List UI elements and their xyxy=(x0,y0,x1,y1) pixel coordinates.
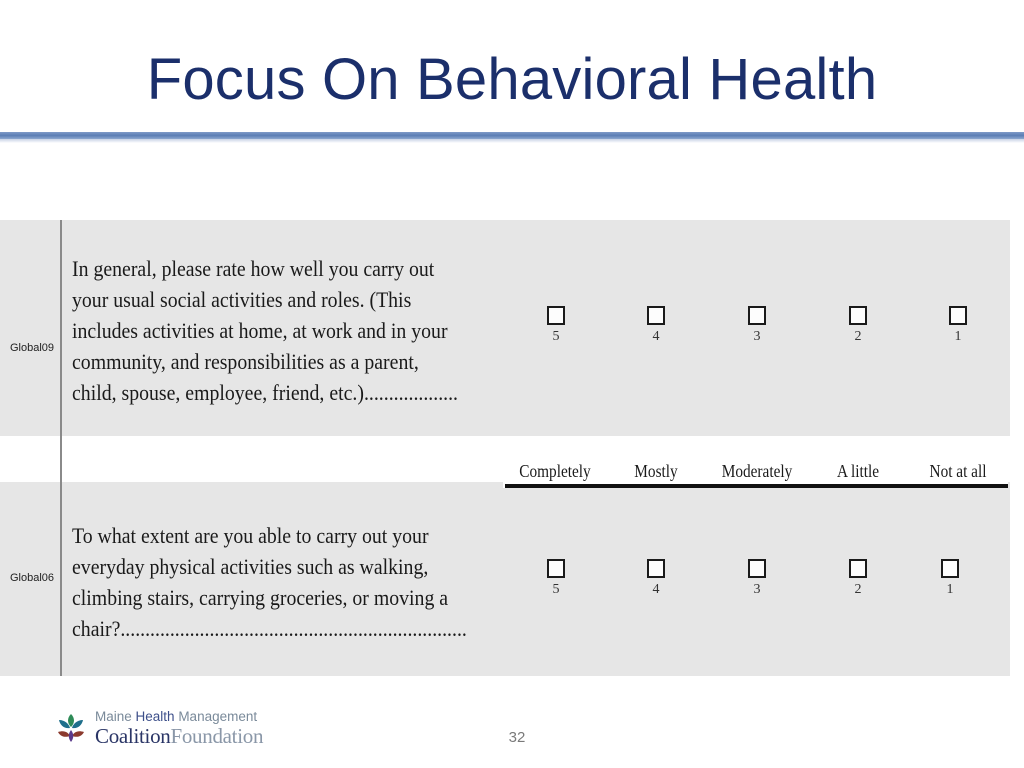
logo-word-management: Management xyxy=(174,709,258,724)
option-value: 4 xyxy=(652,582,660,597)
option-value: 2 xyxy=(854,582,862,597)
question-code: Global09 xyxy=(10,342,55,354)
question-line: your usual social activities and roles. (This xyxy=(72,287,412,312)
checkbox[interactable] xyxy=(949,306,967,325)
answer-option[interactable] xyxy=(636,306,676,345)
scale-label-moderately: Moderately xyxy=(721,461,793,481)
option-value: 4 xyxy=(652,329,660,344)
question-line: In general, please rate how well you carry out xyxy=(72,256,435,281)
answer-option[interactable] xyxy=(636,559,676,598)
answer-option[interactable] xyxy=(737,559,777,598)
option-value: 1 xyxy=(954,329,962,344)
logo-text-bottom xyxy=(95,724,263,749)
answer-option[interactable] xyxy=(536,306,576,345)
answer-option[interactable] xyxy=(536,559,576,598)
answer-option[interactable] xyxy=(838,306,878,345)
answer-option[interactable] xyxy=(838,559,878,598)
checkbox[interactable] xyxy=(748,306,766,325)
option-value: 3 xyxy=(753,329,761,344)
option-value: 1 xyxy=(946,582,954,597)
question-line: chair?...................................................................... xyxy=(72,616,467,641)
question-code: Global06 xyxy=(10,572,55,584)
question-text xyxy=(72,520,503,644)
logo-word-coalition: Coalition xyxy=(95,724,171,748)
question-line: community, and responsibilities as a parent, xyxy=(72,349,419,374)
answer-option[interactable] xyxy=(938,306,978,345)
checkbox[interactable] xyxy=(547,559,565,578)
answer-option[interactable] xyxy=(737,306,777,345)
checkbox[interactable] xyxy=(748,559,766,578)
question-line: everyday physical activities such as walking, xyxy=(72,554,429,579)
checkbox[interactable] xyxy=(941,559,959,578)
question-line: includes activities at home, at work and in your xyxy=(72,318,448,343)
scale-label-not-at-all: Not at all xyxy=(929,461,987,481)
scale-label-mostly: Mostly xyxy=(634,461,678,481)
option-value: 2 xyxy=(854,329,862,344)
checkbox[interactable] xyxy=(647,559,665,578)
answer-option[interactable] xyxy=(930,559,970,598)
scale-label-a-little: A little xyxy=(836,461,880,481)
page-number: 32 xyxy=(508,729,526,746)
scale-underline xyxy=(505,484,1008,488)
logo-text-top xyxy=(95,709,257,724)
logo-word-foundation: Foundation xyxy=(170,724,264,748)
checkbox[interactable] xyxy=(849,559,867,578)
question-line: climbing stairs, carrying groceries, or moving a xyxy=(72,585,449,610)
scale-label-completely: Completely xyxy=(519,461,591,481)
question-line: child, spouse, employee, friend, etc.)................... xyxy=(72,380,459,405)
logo-word-maine: Maine xyxy=(95,709,136,724)
checkbox[interactable] xyxy=(849,306,867,325)
logo-word-health: Health xyxy=(135,709,175,724)
title-divider-shadow xyxy=(0,139,1024,143)
option-value: 5 xyxy=(552,329,560,344)
title-divider xyxy=(0,132,1024,139)
code-column-divider xyxy=(60,220,62,676)
question-line: To what extent are you able to carry out your xyxy=(72,523,429,548)
question-text xyxy=(72,253,503,408)
logo-flower-icon xyxy=(55,710,87,744)
option-value: 3 xyxy=(753,582,761,597)
checkbox[interactable] xyxy=(547,306,565,325)
questionnaire-image xyxy=(0,220,1010,676)
slide-title: Focus On Behavioral Health xyxy=(146,47,878,112)
organization-logo xyxy=(55,708,275,748)
checkbox[interactable] xyxy=(647,306,665,325)
option-value: 5 xyxy=(552,582,560,597)
